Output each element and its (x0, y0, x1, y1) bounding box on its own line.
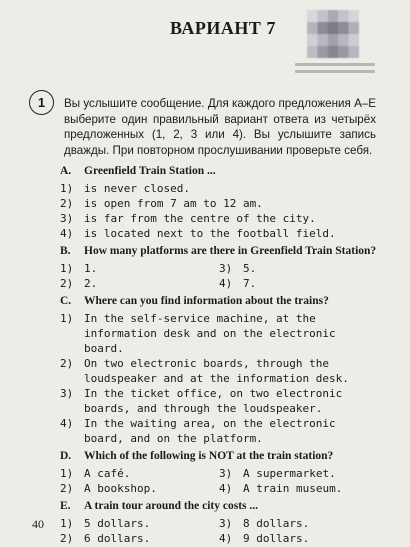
option-number: 3) (219, 517, 233, 530)
answer-option (219, 531, 378, 546)
qr-caption-blurred (295, 63, 375, 77)
option-number: 3) (60, 387, 74, 400)
item-letter: E. (60, 500, 71, 512)
option-text: In the self-service machine, at the information desk and on the electronic board. (84, 312, 336, 355)
page-number: 40 (32, 517, 44, 531)
item-question-text: Which of the following is NOT at the train station? (84, 450, 334, 462)
option-text: 8 dollars. (243, 517, 310, 530)
option-number: 3) (219, 262, 233, 275)
option-number: 1) (60, 467, 74, 480)
item-question-text: Greenfield Train Station ... (84, 165, 216, 177)
option-number: 1) (60, 517, 74, 530)
option-text: is never closed. (84, 182, 190, 195)
option-text: is far from the centre of the city. (84, 212, 316, 225)
option-number: 1) (60, 182, 74, 195)
answer-option (60, 211, 378, 226)
answer-option (60, 261, 219, 276)
option-text: 7. (243, 277, 257, 290)
answer-option (60, 226, 378, 241)
option-text: is located next to the football field. (84, 227, 336, 240)
option-number: 2) (60, 277, 74, 290)
answer-option (219, 466, 378, 481)
answer-option (60, 516, 219, 531)
answer-option (60, 276, 219, 291)
option-text: 5 dollars. (84, 517, 151, 530)
answer-option (219, 481, 378, 496)
item-e-heading (60, 500, 378, 513)
question-number-badge: 1 (29, 90, 54, 115)
item-c-heading (60, 295, 378, 308)
answer-option (219, 276, 378, 291)
option-text: In the waiting area, on the electronic board, and on the platform. (84, 417, 336, 445)
option-text: On two electronic boards, through the loudspeaker and at the information desk. (84, 357, 349, 385)
item-letter: C. (60, 295, 72, 307)
option-text: 9 dollars. (243, 532, 310, 545)
answer-option (60, 181, 378, 196)
answer-option (60, 466, 219, 481)
option-number: 4) (219, 532, 233, 545)
answer-option (60, 356, 378, 386)
question-instruction: Вы услышите сообщение. Для каждого предложения А–Е выберите один правильный вариант ответа из четырёх предложенных (1, 2, 3 или 4). Вы услышите запись дважды. При повторном прослушивании проверьте себя. (64, 97, 376, 157)
answer-option (60, 531, 219, 546)
item-b-heading (60, 245, 378, 258)
option-number: 2) (60, 482, 74, 495)
item-letter: D. (60, 450, 72, 462)
item-question-text: Where can you find information about the trains? (84, 295, 329, 307)
option-text: 2. (84, 277, 98, 290)
item-letter: A. (60, 165, 72, 177)
item-d-heading (60, 450, 378, 463)
answer-option (60, 311, 378, 356)
option-text: A bookshop. (84, 482, 157, 495)
qr-code-image (307, 10, 359, 58)
option-number: 1) (60, 312, 74, 325)
page-title: ВАРИАНТ 7 (170, 18, 276, 38)
option-text: A train museum. (243, 482, 343, 495)
option-number: 4) (219, 277, 233, 290)
option-number: 3) (219, 467, 233, 480)
option-text: A supermarket. (243, 467, 336, 480)
option-number: 2) (60, 357, 74, 370)
option-number: 2) (60, 197, 74, 210)
item-question-text: A train tour around the city costs ... (84, 500, 258, 512)
item-a-heading (60, 165, 378, 178)
item-letter: B. (60, 245, 71, 257)
option-text: In the ticket office, on two electronic boards, and through the loudspeaker. (84, 387, 343, 415)
answer-option (219, 516, 378, 531)
option-number: 4) (60, 227, 74, 240)
answer-option (60, 416, 378, 446)
answer-option (219, 261, 378, 276)
option-text: A café. (84, 467, 131, 480)
option-text: 1. (84, 262, 98, 275)
option-number: 2) (60, 532, 74, 545)
answer-option (60, 196, 378, 211)
option-number: 4) (60, 417, 74, 430)
option-text: is open from 7 am to 12 am. (84, 197, 263, 210)
option-text: 6 dollars. (84, 532, 151, 545)
item-question-text: How many platforms are there in Greenfield Train Station? (84, 245, 377, 257)
answer-option (60, 386, 378, 416)
option-number: 1) (60, 262, 74, 275)
answer-option (60, 481, 219, 496)
option-number: 4) (219, 482, 233, 495)
option-number: 3) (60, 212, 74, 225)
option-text: 5. (243, 262, 257, 275)
question-items (60, 165, 378, 546)
